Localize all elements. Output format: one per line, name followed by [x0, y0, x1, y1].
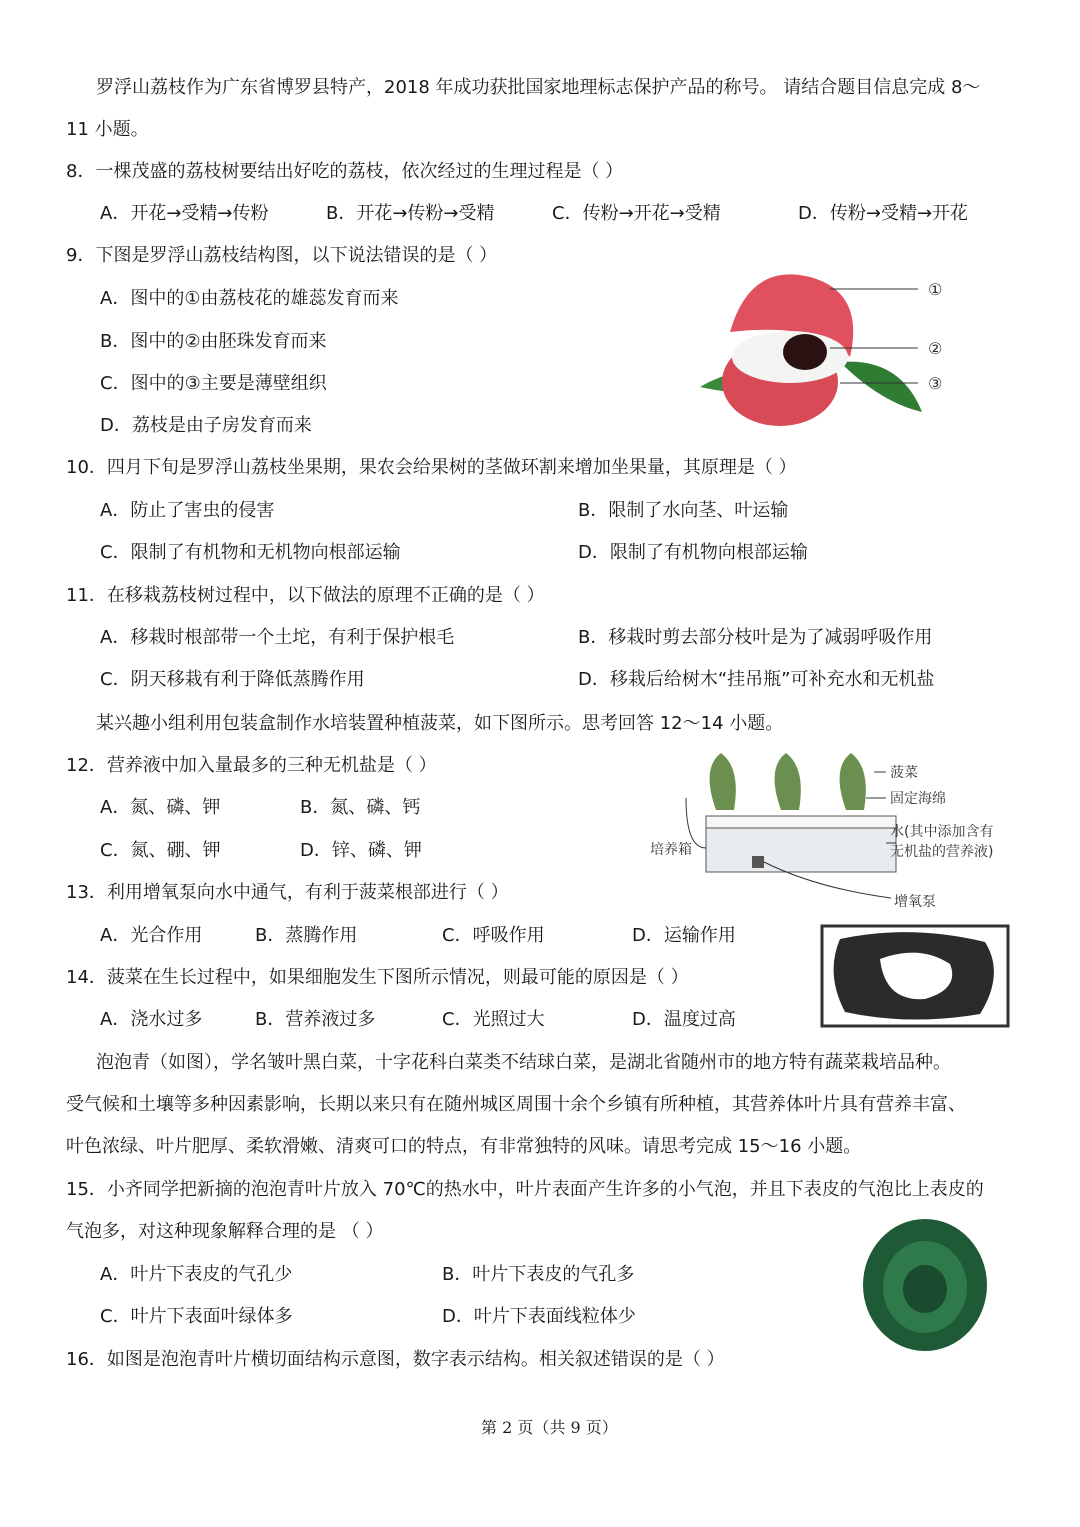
- spinach-plant-2: [775, 753, 801, 810]
- lychee-label-1: ①: [928, 280, 943, 299]
- q12-option-d: D．锌、磷、钾: [300, 840, 422, 861]
- q12-option-a: A．氮、磷、钾: [100, 797, 221, 818]
- q14-option-a: A．浇水过多: [100, 1009, 203, 1030]
- q13-option-a: A．光合作用: [100, 925, 203, 946]
- air-pump-stone: [752, 856, 764, 868]
- lychee-label-2: ②: [928, 339, 943, 358]
- plasmolyzed-cell-figure: [810, 914, 1022, 1038]
- q15-option-c: C．叶片下表面叶绿体多: [100, 1306, 293, 1327]
- q12-stem: 12．营养液中加入量最多的三种无机盐是（ ）: [66, 755, 437, 776]
- q15-option-a: A．叶片下表皮的气孔少: [100, 1264, 293, 1285]
- intro-paopaoqing-line2: 受气候和土壤等多种因素影响，长期以来只有在随州城区周围十余个乡镇有所种植，其营养体叶片具有营养丰富、: [66, 1094, 966, 1115]
- q8-option-a: A．开花→受精→传粉: [100, 203, 269, 224]
- q9-option-a: A．图中的①由荔枝花的雄蕊发育而来: [100, 288, 399, 309]
- q10-option-c: C．限制了有机物和无机物向根部运输: [100, 542, 401, 563]
- spinach-plant-3: [840, 753, 866, 810]
- q14-stem: 14．菠菜在生长过程中，如果细胞发生下图所示情况，则最可能的原因是（ ）: [66, 967, 689, 988]
- q14-option-c: C．光照过大: [442, 1009, 545, 1030]
- q10-stem: 10．四月下旬是罗浮山荔枝坐果期，果农会给果树的茎做环割来增加坐果量，其原理是（ ）: [66, 457, 797, 478]
- q10-option-a: A．防止了害虫的侵害: [100, 500, 275, 521]
- hydroponic-setup-figure: [646, 748, 1016, 918]
- lychee-label-3: ③: [928, 374, 943, 393]
- q15-stem-line1: 15．小齐同学把新摘的泡泡青叶片放入 70℃的热水中，叶片表面产生许多的小气泡，并且下表皮的气泡比上表皮的: [66, 1179, 984, 1200]
- label-water-line1: 水(其中添加含有: [890, 824, 994, 840]
- q9-stem: 9．下图是罗浮山荔枝结构图，以下说法错误的是（ ）: [66, 245, 498, 266]
- q8-option-d: D．传粉→受精→开花: [798, 203, 969, 224]
- culture-box: [706, 828, 896, 872]
- q13-option-c: C．呼吸作用: [442, 925, 545, 946]
- q9-option-c: C．图中的③主要是薄壁组织: [100, 373, 327, 394]
- q11-option-b: B．移栽时剪去部分枝叶是为了减弱呼吸作用: [578, 627, 933, 648]
- spinach-plant-1: [710, 753, 736, 810]
- q8-option-c: C．传粉→开花→受精: [552, 203, 721, 224]
- q13-stem: 13．利用增氧泵向水中通气，有利于菠菜根部进行（ ）: [66, 882, 509, 903]
- q13-option-d: D．运输作用: [632, 925, 736, 946]
- label-sponge: 固定海绵: [890, 791, 946, 807]
- label-culture-box: 培养箱: [650, 842, 692, 858]
- q9-option-d: D．荔枝是由子房发育而来: [100, 415, 312, 436]
- q11-option-d: D．移栽后给树木“挂吊瓶”可补充水和无机盐: [578, 669, 935, 690]
- q10-option-d: D．限制了有机物向根部运输: [578, 542, 808, 563]
- q15-option-b: B．叶片下表皮的气孔多: [442, 1264, 635, 1285]
- q15-option-d: D．叶片下表面线粒体少: [442, 1306, 636, 1327]
- page-number-footer: 第 2 页（共 9 页）: [481, 1418, 618, 1437]
- vegetable-core: [903, 1265, 947, 1313]
- intro-lychee-line2: 11 小题。: [66, 119, 149, 140]
- q11-option-c: C．阴天移栽有利于降低蒸腾作用: [100, 669, 365, 690]
- q13-option-b: B．蒸腾作用: [255, 925, 358, 946]
- intro-spinach: 某兴趣小组利用包装盒制作水培装置种植菠菜，如下图所示。思考回答 12～14 小题。: [96, 713, 784, 734]
- q8-stem: 8．一棵茂盛的荔枝树要结出好吃的荔枝，依次经过的生理过程是（ ）: [66, 161, 624, 182]
- label-water-line2: 无机盐的营养液): [890, 844, 994, 860]
- lychee-structure-figure: [690, 262, 960, 432]
- lychee-seed: [783, 334, 827, 370]
- label-air-pump: 增氧泵: [894, 894, 936, 910]
- q16-stem: 16．如图是泡泡青叶片横切面结构示意图，数字表示结构。相关叙述错误的是（ ）: [66, 1349, 725, 1370]
- label-spinach: 菠菜: [890, 765, 918, 781]
- q12-option-b: B．氮、磷、钙: [300, 797, 421, 818]
- q14-option-b: B．营养液过多: [255, 1009, 376, 1030]
- q11-stem: 11．在移栽荔枝树过程中，以下做法的原理不正确的是（ ）: [66, 585, 545, 606]
- lychee-leaf-right: [840, 362, 922, 412]
- q15-stem-line2: 气泡多，对这种现象解释合理的是 （ ）: [66, 1221, 384, 1242]
- q14-option-d: D．温度过高: [632, 1009, 736, 1030]
- sponge-board: [706, 816, 896, 828]
- q10-option-b: B．限制了水向茎、叶运输: [578, 500, 789, 521]
- q9-option-b: B．图中的②由胚珠发育而来: [100, 331, 327, 352]
- intro-paopaoqing-line3: 叶色浓绿、叶片肥厚、柔软滑嫩、清爽可口的特点，有非常独特的风味。请思考完成 15～16 小题。: [66, 1136, 862, 1157]
- intro-paopaoqing-line1: 泡泡青（如图），学名皱叶黑白菜，十字花科白菜类不结球白菜，是湖北省随州市的地方特有蔬菜栽培品种。: [96, 1052, 951, 1073]
- intro-lychee-line1: 罗浮山荔枝作为广东省博罗县特产，2018 年成功获批国家地理标志保护产品的称号。 请结合题目信息完成 8～: [96, 77, 981, 98]
- q12-option-c: C．氮、硼、钾: [100, 840, 221, 861]
- q11-option-a: A．移栽时根部带一个土坨，有利于保护根毛: [100, 627, 455, 648]
- paopaoqing-vegetable-figure: [860, 1215, 990, 1355]
- q8-option-b: B．开花→传粉→受精: [326, 203, 495, 224]
